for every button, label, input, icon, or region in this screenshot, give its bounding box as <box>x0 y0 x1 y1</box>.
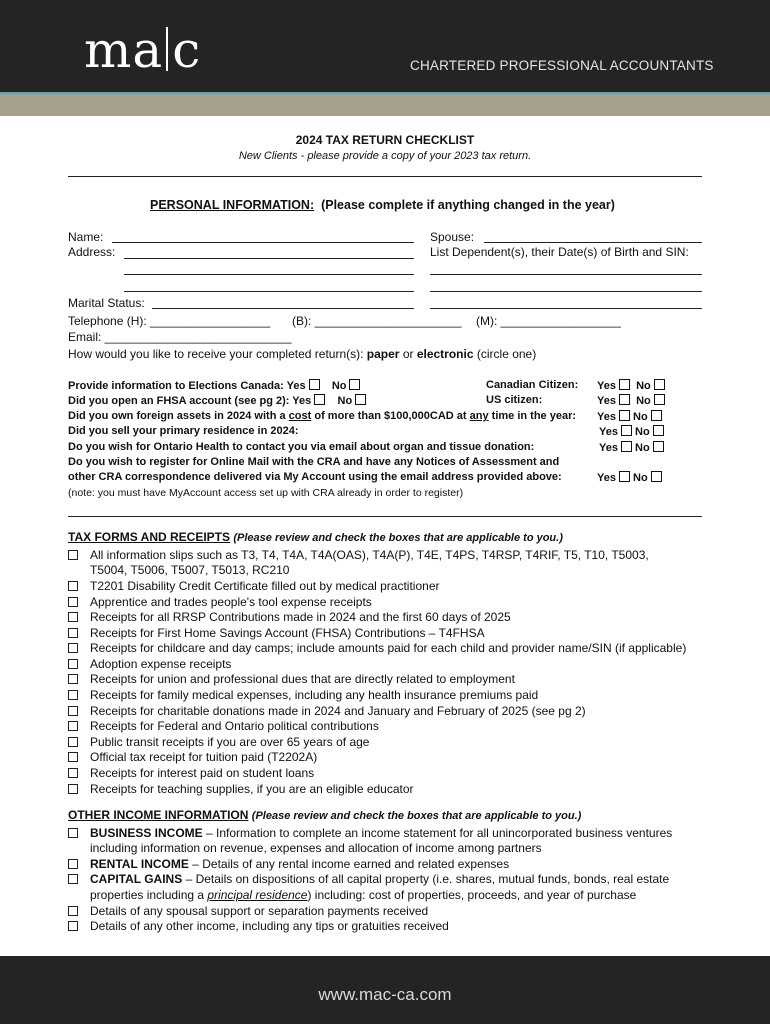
ontario-health-question: Do you wish for Ontario Health to contact you via email about organ and tissue donation: <box>68 441 535 453</box>
online-mail-question-line1: Do you wish to register for Online Mail with the CRA and have any Notices of Assessment and <box>68 456 560 468</box>
canadian-no-checkbox[interactable] <box>654 379 665 390</box>
address-field-2[interactable] <box>124 274 414 275</box>
page-title: 2024 TAX RETURN CHECKLIST <box>295 133 475 147</box>
residence-question: Did you sell your primary residence in 2024: <box>68 425 299 437</box>
list-item-business-income: BUSINESS INCOME – Information to complete an income statement for all unincorporated business ventures <box>90 826 673 840</box>
residence-no-checkbox[interactable] <box>653 425 664 436</box>
ontario-health-options: Yes No <box>599 441 664 454</box>
header-accent-bar <box>0 92 770 116</box>
checkbox[interactable] <box>68 784 78 794</box>
checkbox[interactable] <box>68 828 78 838</box>
foreign-assets-options: Yes No <box>597 410 662 423</box>
checkbox[interactable] <box>68 659 78 669</box>
residence-options: Yes No <box>599 425 664 438</box>
divider <box>68 176 702 177</box>
list-item: T2201 Disability Credit Certificate filled out by medical practitioner <box>90 579 440 593</box>
fhsa-no-checkbox[interactable] <box>355 394 366 405</box>
list-item: Receipts for First Home Savings Account (FHSA) Contributions – T4FHSA <box>90 626 485 640</box>
list-item: Receipts for union and professional dues that are directly related to employment <box>90 672 515 686</box>
list-item: Receipts for Federal and Ontario political contributions <box>90 719 379 733</box>
checkbox[interactable] <box>68 674 78 684</box>
personal-heading: PERSONAL INFORMATION: (Please complete if anything changed in the year) <box>150 198 615 212</box>
online-mail-question-line2: other CRA correspondence delivered via My Account using the email address provided above: <box>68 471 562 483</box>
foreign-no-checkbox[interactable] <box>651 410 662 421</box>
email-field[interactable]: Email: ____________________________ <box>68 330 292 344</box>
dependents-field-1[interactable] <box>430 274 702 275</box>
fhsa-question: Did you open an FHSA account (see pg 2): Yes No <box>68 394 366 407</box>
checkbox[interactable] <box>68 921 78 931</box>
canadian-citizen-options: Yes No <box>597 379 665 392</box>
checkbox[interactable] <box>68 628 78 638</box>
header-tagline: CHARTERED PROFESSIONAL ACCOUNTANTS <box>410 58 714 73</box>
dependents-field-3[interactable] <box>430 308 702 309</box>
telephone-mobile[interactable]: (M): __________________ <box>476 314 621 328</box>
footer-url-link[interactable]: www.mac-ca.com <box>318 985 452 1004</box>
list-item: T5004, T5006, T5007, T5013, RC210 <box>90 563 290 577</box>
spouse-field[interactable] <box>484 242 702 243</box>
list-item-rental-income: RENTAL INCOME – Details of any rental income earned and related expenses <box>90 857 510 871</box>
address-field-3[interactable] <box>124 291 414 292</box>
canadian-yes-checkbox[interactable] <box>619 379 630 390</box>
list-item: Official tax receipt for tuition paid (T2202A) <box>90 750 318 764</box>
address-label: Address: <box>68 245 116 259</box>
name-field[interactable] <box>112 242 414 243</box>
us-no-checkbox[interactable] <box>654 394 665 405</box>
list-item: Details of any spousal support or separation payments received <box>90 904 429 918</box>
us-citizen-options: Yes No <box>597 394 665 407</box>
us-citizen-question: US citizen: <box>486 394 543 406</box>
canadian-citizen-question: Canadian Citizen: <box>486 379 579 391</box>
list-item: Receipts for charitable donations made in 2024 and January and February of 2025 (see pg 2) <box>90 704 586 718</box>
checkbox[interactable] <box>68 721 78 731</box>
online-mail-yes-checkbox[interactable] <box>619 471 630 482</box>
page-subtitle: New Clients - please provide a copy of your 2023 tax return. <box>238 150 532 162</box>
tax-forms-heading: TAX FORMS AND RECEIPTS (Please review and check the boxes that are applicable to you.) <box>68 530 563 544</box>
dependents-label: List Dependent(s), their Date(s) of Birth and SIN: <box>430 245 689 259</box>
list-item: Receipts for childcare and day camps; include amounts paid for each child and provider name/SIN (if applicable) <box>90 641 687 655</box>
list-item: Receipts for interest paid on student loans <box>90 766 315 780</box>
myaccount-note: (note: you must have MyAccount access set up with CRA already in order to register) <box>68 487 464 499</box>
checkbox[interactable] <box>68 581 78 591</box>
checkbox[interactable] <box>68 597 78 607</box>
checkbox[interactable] <box>68 859 78 869</box>
list-item: Apprentice and trades people's tool expense receipts <box>90 595 372 609</box>
checkbox[interactable] <box>68 874 78 884</box>
residence-yes-checkbox[interactable] <box>621 425 632 436</box>
list-item: Adoption expense receipts <box>90 657 232 671</box>
name-label: Name: <box>68 230 104 244</box>
checkbox[interactable] <box>68 906 78 916</box>
checkbox[interactable] <box>68 706 78 716</box>
other-income-heading: OTHER INCOME INFORMATION (Please review and check the boxes that are applicable to you.) <box>68 808 582 822</box>
list-item: All information slips such as T3, T4, T4A, T4A(OAS), T4A(P), T4E, T4PS, T4RSP, T4RIF, T5, T10, T5003, <box>90 548 649 562</box>
elections-question: Provide information to Elections Canada: Yes No <box>68 379 360 392</box>
mac-logo: ma c <box>84 21 202 79</box>
ontario-no-checkbox[interactable] <box>653 441 664 452</box>
foreign-yes-checkbox[interactable] <box>619 410 630 421</box>
fhsa-yes-checkbox[interactable] <box>314 394 325 405</box>
list-item: properties including a principal residence) including: cost of properties, proceeds, and year of purchase <box>90 888 637 902</box>
list-item: Receipts for all RRSP Contributions made in 2024 and the first 60 days of 2025 <box>90 610 511 624</box>
list-item-capital-gains: CAPITAL GAINS – Details on dispositions of all capital property (i.e. shares, mutual funds, bonds, real estate <box>90 872 670 886</box>
checkbox[interactable] <box>68 768 78 778</box>
foreign-assets-question: Did you own foreign assets in 2024 with a cost of more than $100,000CAD at any time in the year: <box>68 410 577 422</box>
dependents-field-2[interactable] <box>430 291 702 292</box>
elections-no-checkbox[interactable] <box>349 379 360 390</box>
marital-status-field[interactable] <box>152 308 414 309</box>
checkbox[interactable] <box>68 752 78 762</box>
divider <box>68 516 702 517</box>
receive-method-question: How would you like to receive your completed return(s): paper or electronic (circle one) <box>68 347 537 361</box>
online-mail-no-checkbox[interactable] <box>651 471 662 482</box>
online-mail-options: Yes No <box>597 471 662 484</box>
checkbox[interactable] <box>68 612 78 622</box>
telephone-business[interactable]: (B): ______________________ <box>292 314 462 328</box>
list-item: including information on revenue, expenses and allocation of income among partners <box>90 841 542 855</box>
checkbox[interactable] <box>68 550 78 560</box>
checkbox[interactable] <box>68 643 78 653</box>
list-item: Public transit receipts if you are over 65 years of age <box>90 735 370 749</box>
marital-status-label: Marital Status: <box>68 296 145 310</box>
header-accent-line <box>0 92 770 94</box>
checkbox[interactable] <box>68 737 78 747</box>
elections-yes-checkbox[interactable] <box>309 379 320 390</box>
list-item: Receipts for teaching supplies, if you are an eligible educator <box>90 782 414 796</box>
us-yes-checkbox[interactable] <box>619 394 630 405</box>
ontario-yes-checkbox[interactable] <box>621 441 632 452</box>
list-item: Receipts for family medical expenses, including any health insurance premiums paid <box>90 688 539 702</box>
telephone-home[interactable]: Telephone (H): __________________ <box>68 314 271 328</box>
list-item: Details of any other income, including any tips or gratuities received <box>90 919 449 933</box>
address-field-1[interactable] <box>124 258 414 259</box>
spouse-label: Spouse: <box>430 230 475 244</box>
checkbox[interactable] <box>68 690 78 700</box>
